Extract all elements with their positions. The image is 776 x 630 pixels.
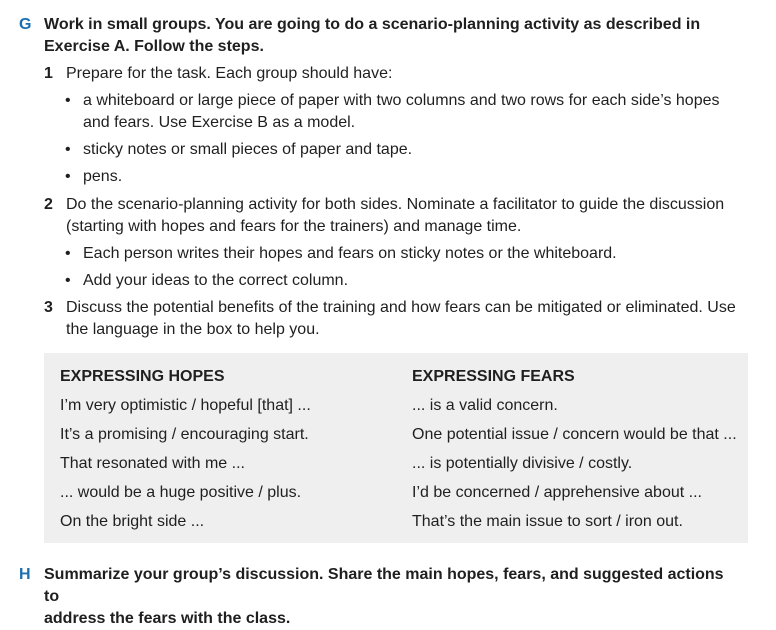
exercise-letter-g: G [19,16,32,33]
bullet-line: Each person writes their hopes and fears on sticky notes or the whiteboard. [83,245,617,262]
exercise-h-instruction [44,564,734,630]
language-box [44,353,748,543]
step-text [66,297,746,341]
fear-phrase: ... is potentially divisive / costly. [412,455,633,472]
bullet-text [83,90,743,134]
exercise-letter-h: H [19,566,31,583]
bullet-line: sticky notes or small pieces of paper and tape. [83,141,413,158]
step-number: 3 [44,299,53,316]
step-text [66,194,746,238]
bullet-icon: • [65,245,71,262]
exercise-g-instruction [44,14,734,58]
step-line: Discuss the potential benefits of the training and how fears can be mitigated or eliminated. Use [66,299,736,316]
fears-heading: EXPRESSING FEARS [412,368,575,385]
bullet-line: and fears. Use Exercise B as a model. [83,114,356,131]
bullet-line: pens. [83,168,123,185]
hope-phrase: On the bright side ... [60,513,205,530]
bullet-icon: • [65,168,71,185]
hope-phrase: That resonated with me ... [60,455,245,472]
fear-phrase: One potential issue / concern would be that ... [412,426,737,443]
hope-phrase: ... would be a huge positive / plus. [60,484,302,501]
instruction-line: Summarize your group’s discussion. Share the main hopes, fears, and suggested actions to [44,566,724,605]
bullet-icon: • [65,141,71,158]
step-number: 2 [44,196,53,213]
step-line: Do the scenario-planning activity for both sides. Nominate a facilitator to guide the discussion [66,196,725,213]
instruction-line: Work in small groups. You are going to do a scenario-planning activity as described in [44,16,701,33]
bullet-text [83,243,743,265]
step-text [66,63,746,85]
fear-phrase: I’d be concerned / apprehensive about ... [412,484,702,501]
hopes-heading: EXPRESSING HOPES [60,368,225,385]
bullet-text [83,270,743,292]
step-line: the language in the box to help you. [66,321,320,338]
step-line: (starting with hopes and fears for the trainers) and manage time. [66,218,522,235]
bullet-line: a whiteboard or large piece of paper with two columns and two rows for each side’s hopes [83,92,720,109]
hope-phrase: It’s a promising / encouraging start. [60,426,309,443]
bullet-text [83,166,743,188]
bullet-icon: • [65,272,71,289]
bullet-line: Add your ideas to the correct column. [83,272,349,289]
instruction-line: address the fears with the class. [44,610,291,627]
instruction-line: Exercise A. Follow the steps. [44,38,264,55]
step-line: Prepare for the task. Each group should have: [66,65,393,82]
step-number: 1 [44,65,53,82]
hope-phrase: I’m very optimistic / hopeful [that] ... [60,397,311,414]
bullet-icon: • [65,92,71,109]
fear-phrase: ... is a valid concern. [412,397,558,414]
fear-phrase: That’s the main issue to sort / iron out. [412,513,683,530]
bullet-text [83,139,743,161]
